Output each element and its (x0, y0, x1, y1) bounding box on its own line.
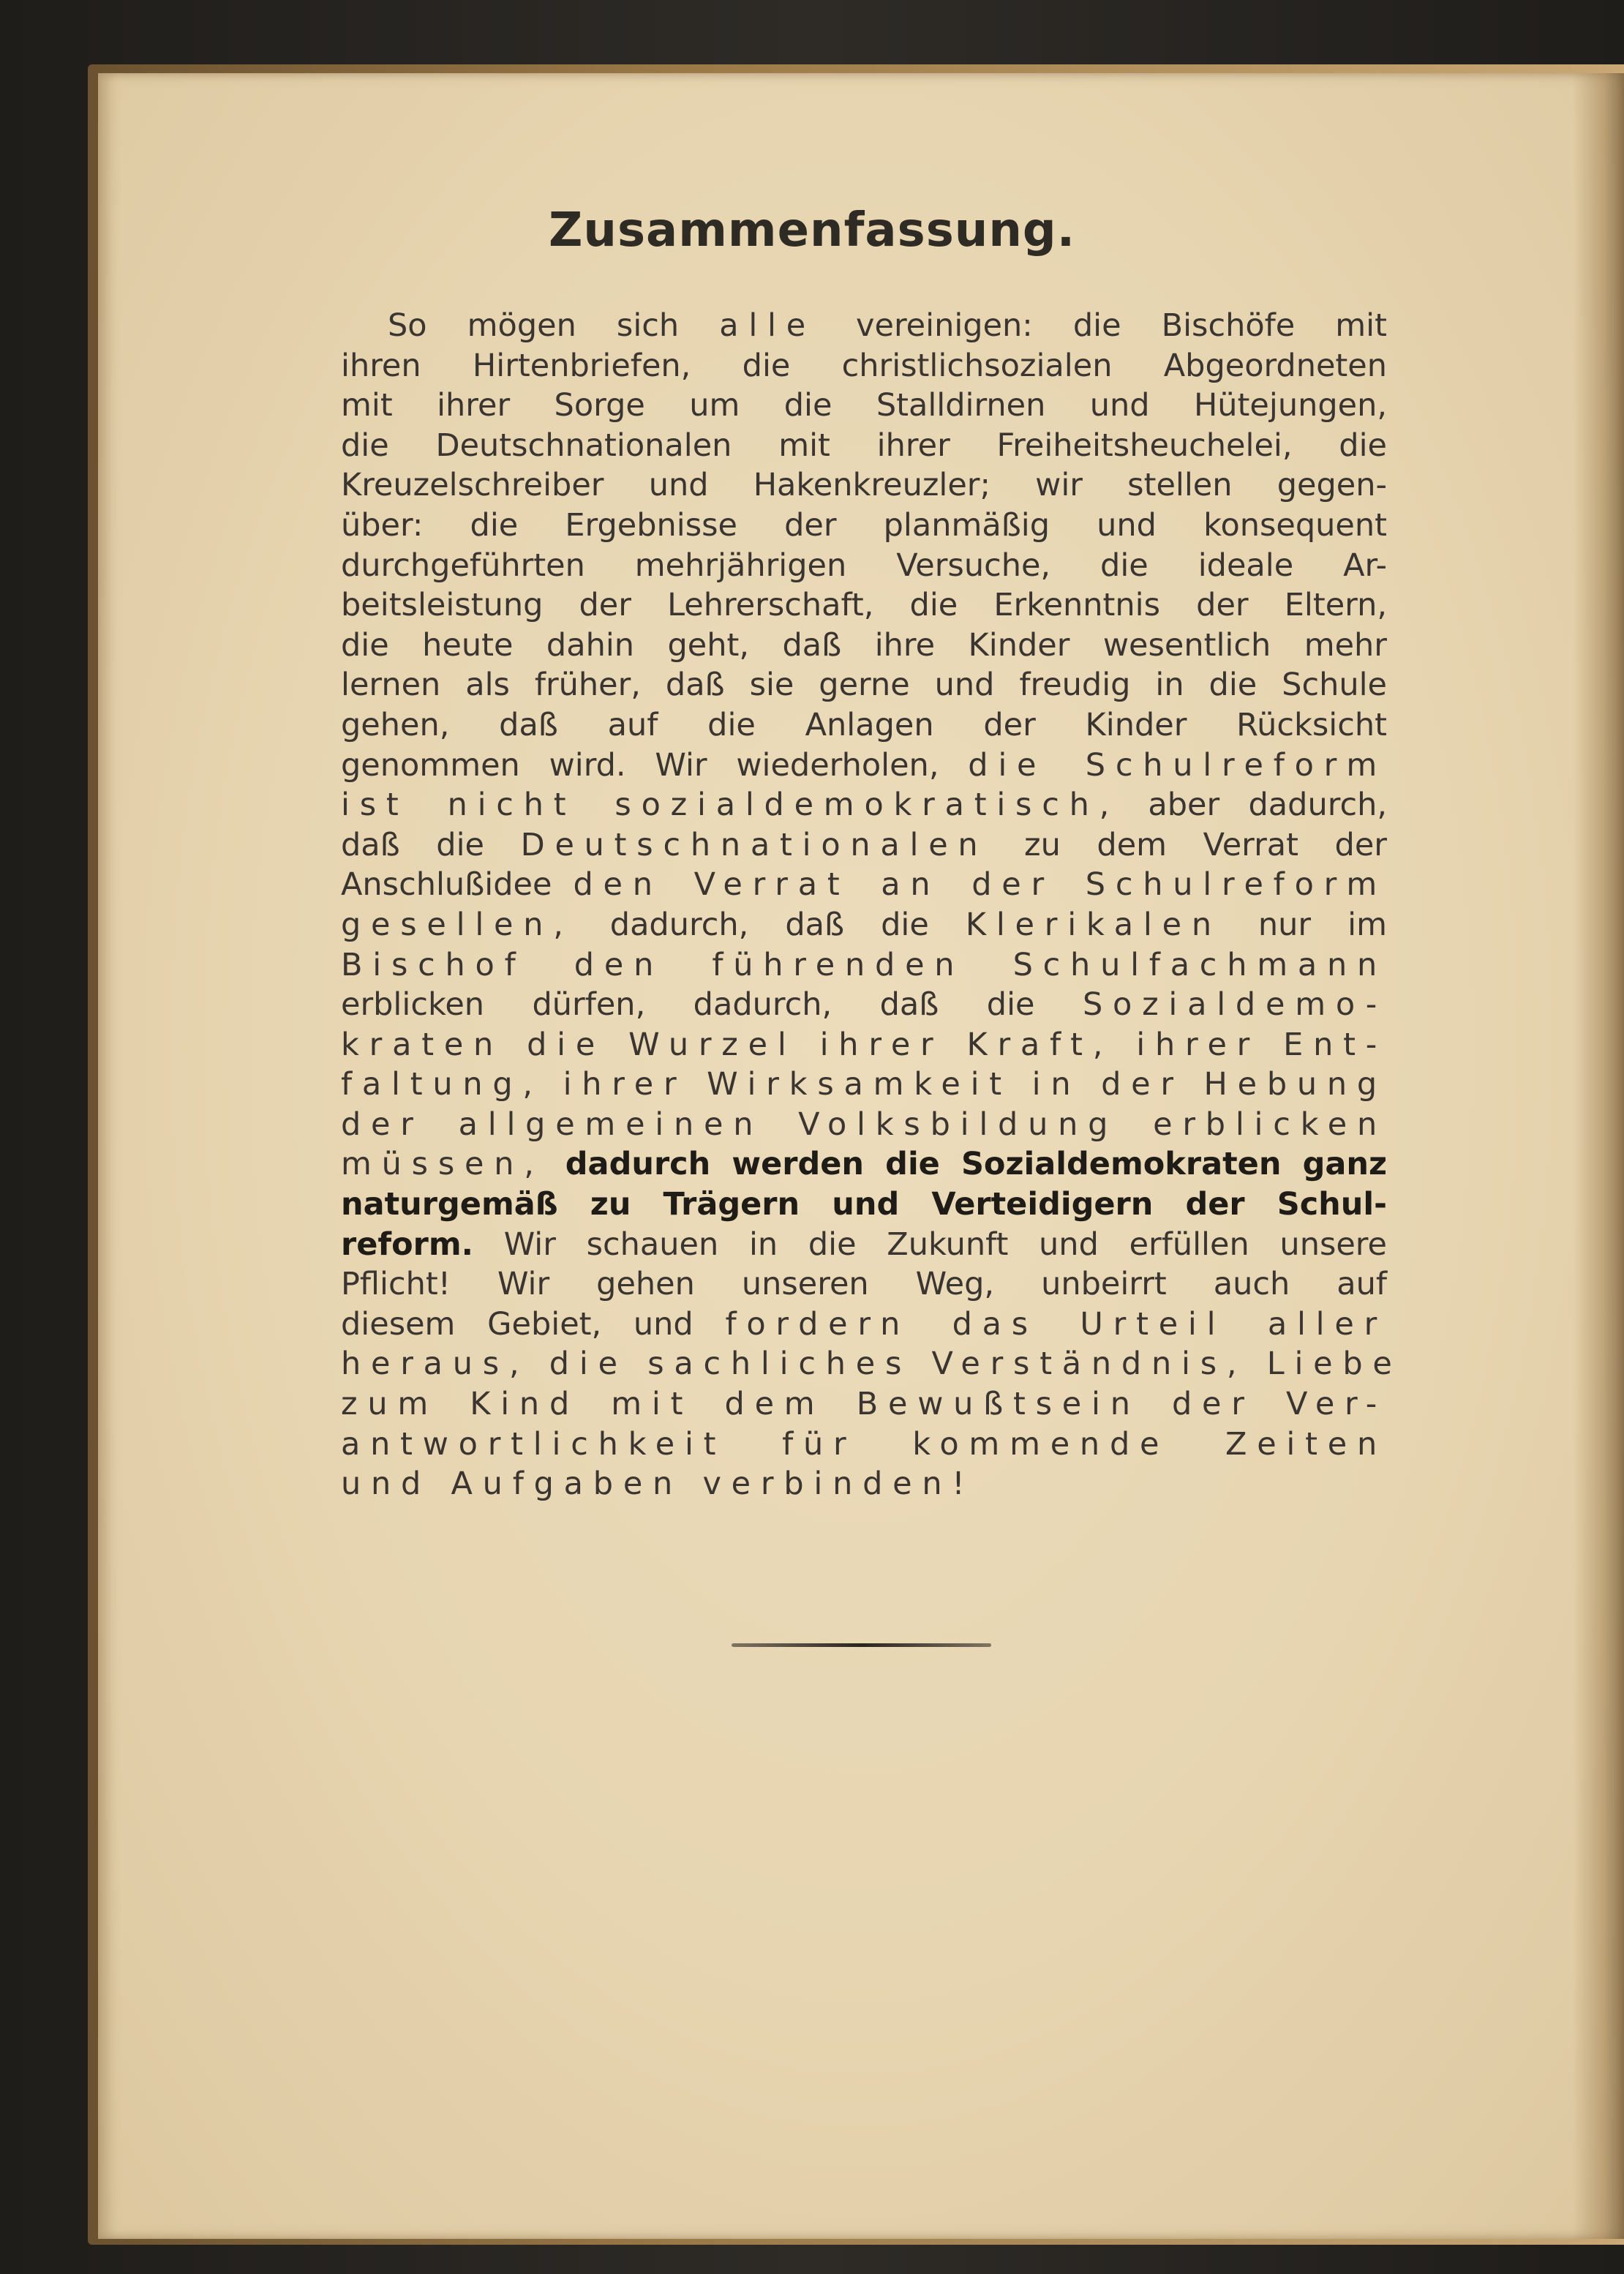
text-line (341, 665, 1387, 705)
text-line (341, 945, 1387, 986)
spaced-emphasis-text: antwortlichkeit für kommende Zeiten (341, 1425, 1387, 1463)
bold-text: naturgemäß zu Trägern und Verteidigern der Schul- (341, 1186, 1387, 1223)
spaced-emphasis-text: fordern das Urteil aller (725, 1305, 1388, 1343)
text-line (341, 465, 1387, 506)
spaced-emphasis-text: zum Kind mit dem Bewußtsein der Ver- (341, 1386, 1387, 1423)
text-line (341, 1144, 1387, 1185)
text-line (341, 865, 1387, 905)
spaced-emphasis-text: heraus, die sachliches Verständnis, Liebe (341, 1346, 1402, 1383)
spaced-emphasis-text: Bischof den führenden Schulfachmann (341, 946, 1387, 983)
text-line (341, 1344, 1402, 1384)
text-line (341, 306, 1387, 346)
text-segment: daß die (341, 826, 521, 863)
text-line (341, 1185, 1387, 1225)
text-line (341, 1225, 1387, 1265)
text-segment: So mögen sich (388, 307, 720, 344)
text-line (341, 585, 1387, 626)
text-line (341, 346, 1387, 386)
text-segment: durchgeführten mehrjährigen Versuche, die ideale Ar- (341, 547, 1387, 584)
text-segment: erblicken dürfen, dadurch, daß die (341, 986, 1083, 1024)
text-segment: die heute dahin geht, daß ihre Kinder wesentlich mehr (341, 626, 1387, 664)
text-line (341, 1425, 1387, 1465)
text-segment: gehen, daß auf die Anlagen der Kinder Rücksicht (341, 706, 1387, 743)
spaced-emphasis-text: faltung, ihrer Wirksamkeit in der Hebung (341, 1066, 1387, 1103)
text-line (341, 546, 1387, 586)
text-segment: aber dadurch, (1119, 787, 1388, 824)
summary-paragraph (341, 306, 1402, 1504)
spaced-emphasis-text: den Verrat an der Schulreform (573, 866, 1387, 904)
bold-text: dadurch werden die Sozialdemokraten ganz (544, 1146, 1387, 1183)
text-segment: genommen wird. Wir wiederholen, (341, 746, 969, 784)
text-line (341, 426, 1387, 466)
text-segment: Pflicht! Wir gehen unseren Weg, unbeirrt auch auf (341, 1266, 1387, 1303)
text-segment: lernen als früher, daß sie gerne und freudig in die Schule (341, 667, 1387, 704)
text-segment: Anschlußidee (341, 866, 574, 904)
text-line (341, 626, 1387, 666)
text-segment: zu dem Verrat der (988, 826, 1387, 863)
text-segment: ihren Hirtenbriefen, die christlichsozialen Abgeordneten (341, 347, 1387, 384)
text-line (341, 825, 1387, 866)
text-line (341, 1264, 1387, 1305)
text-line (341, 746, 1387, 786)
text-line (341, 1065, 1387, 1105)
bold-text: reform. (341, 1226, 473, 1263)
text-segment: beitsleistung der Lehrerschaft, die Erkenntnis der Eltern, (341, 587, 1387, 624)
spaced-emphasis-text: gesellen, (341, 906, 574, 943)
spaced-emphasis-text: Klerikalen (965, 906, 1222, 943)
text-segment: über: die Ergebnisse der planmäßig und konsequent (341, 506, 1387, 544)
spaced-emphasis-text: Deutschnationalen (520, 826, 988, 863)
text-line (341, 1384, 1387, 1425)
end-rule-divider (732, 1643, 991, 1647)
text-line (341, 386, 1387, 426)
spaced-emphasis-text: ist nicht sozialdemokratisch, (341, 787, 1120, 824)
text-segment: Kreuzelschreiber und Hakenkreuzler; wir stellen gegen- (341, 467, 1387, 504)
text-segment: dadurch, daß die (573, 906, 966, 943)
text-line (341, 705, 1387, 746)
text-segment: die Deutschnationalen mit ihrer Freiheitsheuchelei, die (341, 427, 1387, 464)
spaced-emphasis-text: alle (719, 307, 816, 344)
page-gutter-shadow (1573, 73, 1624, 2239)
text-segment: Wir schauen in die Zukunft und erfüllen unsere (473, 1226, 1387, 1263)
text-segment: mit ihrer Sorge um die Stalldirnen und Hütejungen, (341, 387, 1387, 424)
spaced-emphasis-text: die Schulreform (968, 746, 1387, 784)
spaced-emphasis-text: kraten die Wurzel ihrer Kraft, ihrer Ent- (341, 1026, 1387, 1063)
text-line (341, 506, 1387, 546)
spaced-emphasis-text: müssen, (341, 1146, 544, 1183)
text-line (341, 1305, 1387, 1345)
spaced-emphasis-text: Sozialdemo- (1082, 986, 1387, 1024)
text-line (341, 985, 1387, 1025)
text-line (341, 1025, 1387, 1065)
page-title: Zusammenfassung. (548, 203, 1076, 258)
text-segment: vereinigen: die Bischöfe mit (815, 307, 1387, 344)
text-line (341, 905, 1387, 945)
spaced-emphasis-text: und Aufgaben verbinden! (341, 1466, 975, 1503)
text-segment: nur im (1221, 906, 1387, 943)
text-line (341, 1464, 1387, 1504)
text-segment: diesem Gebiet, und (341, 1305, 726, 1343)
spaced-emphasis-text: der allgemeinen Volksbildung erblicken (341, 1106, 1387, 1143)
text-line (341, 1105, 1387, 1145)
text-line (341, 785, 1387, 825)
